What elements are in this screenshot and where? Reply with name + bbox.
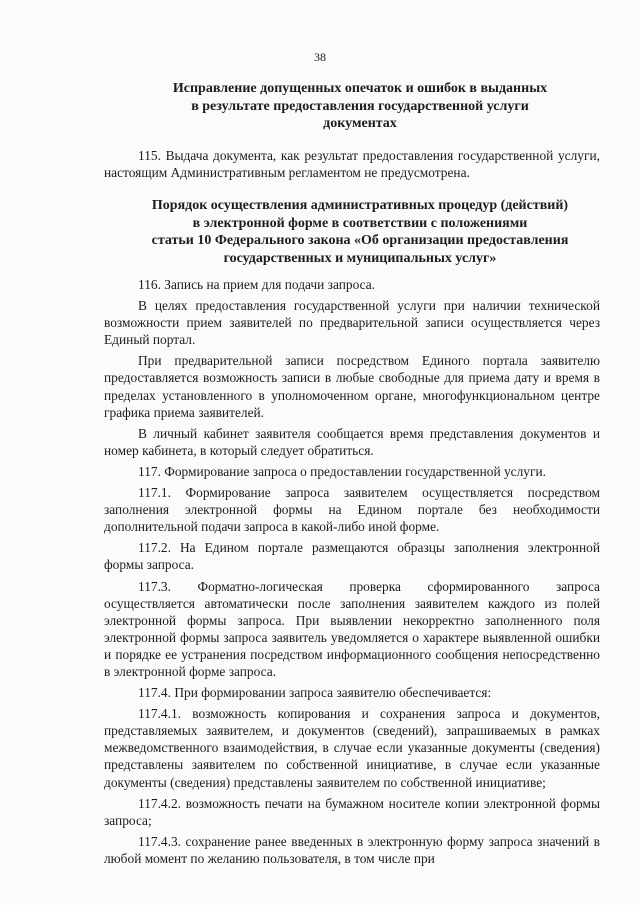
paragraph-117-4-2: 117.4.2. возможность печати на бумажном носителе копии электронной формы запроса;: [104, 795, 600, 828]
heading-line: государственных и муниципальных услуг»: [223, 250, 497, 266]
heading-line: Порядок осуществления административных процедур (действий): [151, 198, 569, 213]
heading-line: статьи 10 Федерального закона «Об организации предоставления: [151, 233, 569, 248]
paragraph-117-4: 117.4. При формировании запроса заявителю обеспечивается:: [138, 685, 492, 701]
paragraph-117-4-3: 117.4.3. сохранение ранее введенных в электронную форму запроса значений в любой момент по желанию пользователя, в том числе при: [104, 833, 600, 866]
page-number: 38: [314, 50, 326, 64]
paragraph: При предварительной записи посредством Единого портала заявителю предоставляется возможность записи в любые свободные для приема дату и время в пределах установленного в уполномоченном органе, многофункциональном центре графика приема заявителей.: [104, 353, 600, 420]
paragraph-117-4-1: 117.4.1. возможность копирования и сохранения запроса и документов, представляемых заявителем, и документов (сведений), запрашиваемых в рамках межведомственного взаимодействия, в случае если указанные документы (сведения) представлены заявителем по собственной инициативе, в случае если указанные документы (сведения) представлены заявителем по собственной инициативе;: [104, 706, 600, 790]
paragraph-117-3: 117.3. Форматно-логическая проверка сформированного запроса осуществляется автоматически после заполнения заявителем каждого из полей электронной формы запроса. При выявлении некорректно заполненного поля электронной формы запроса заявитель уведомляется о характере выявленной ошибки и порядке ее устранения посредством информационного сообщения непосредственно в электронной форме запроса.: [104, 578, 600, 679]
heading-line: Исправление допущенных опечаток и ошибок в выданных: [172, 81, 548, 96]
paragraph-117-2: 117.2. На Едином портале размещаются образцы заполнения электронной формы запроса.: [104, 540, 600, 573]
paragraph: В личный кабинет заявителя сообщается время представления документов и номер кабинета, в который следует обратиться.: [104, 425, 600, 458]
paragraph-117: 117. Формирование запроса о предоставлении государственной услуги.: [138, 463, 546, 479]
section-heading-electronic-procedures: [140, 197, 580, 267]
paragraph-117-1: 117.1. Формирование запроса заявителем осуществляется посредством заполнения электронной формы на Едином портале без необходимости дополнительной подачи запроса в какой-либо иной форме.: [104, 485, 600, 535]
section-body-electronic-procedures: [104, 276, 600, 871]
heading-line: документах: [323, 116, 397, 131]
paragraph-115: 115. Выдача документа, как результат предоставления государственной услуги, настоящим Административным регламентом не предусмотрена.: [104, 148, 600, 181]
heading-line: в электронной форме в соответствии с положениями: [192, 215, 528, 231]
section-heading-corrections: [150, 80, 570, 133]
section-body-corrections: [104, 147, 600, 185]
paragraph-116: 116. Запись на прием для подачи запроса.: [138, 277, 376, 292]
heading-line: в результате предоставления государственной услуги: [191, 98, 529, 114]
paragraph: В целях предоставления государственной услуги при наличии технической возможности прием заявителей по предварительной записи осуществляется через Единый портал.: [104, 298, 600, 348]
